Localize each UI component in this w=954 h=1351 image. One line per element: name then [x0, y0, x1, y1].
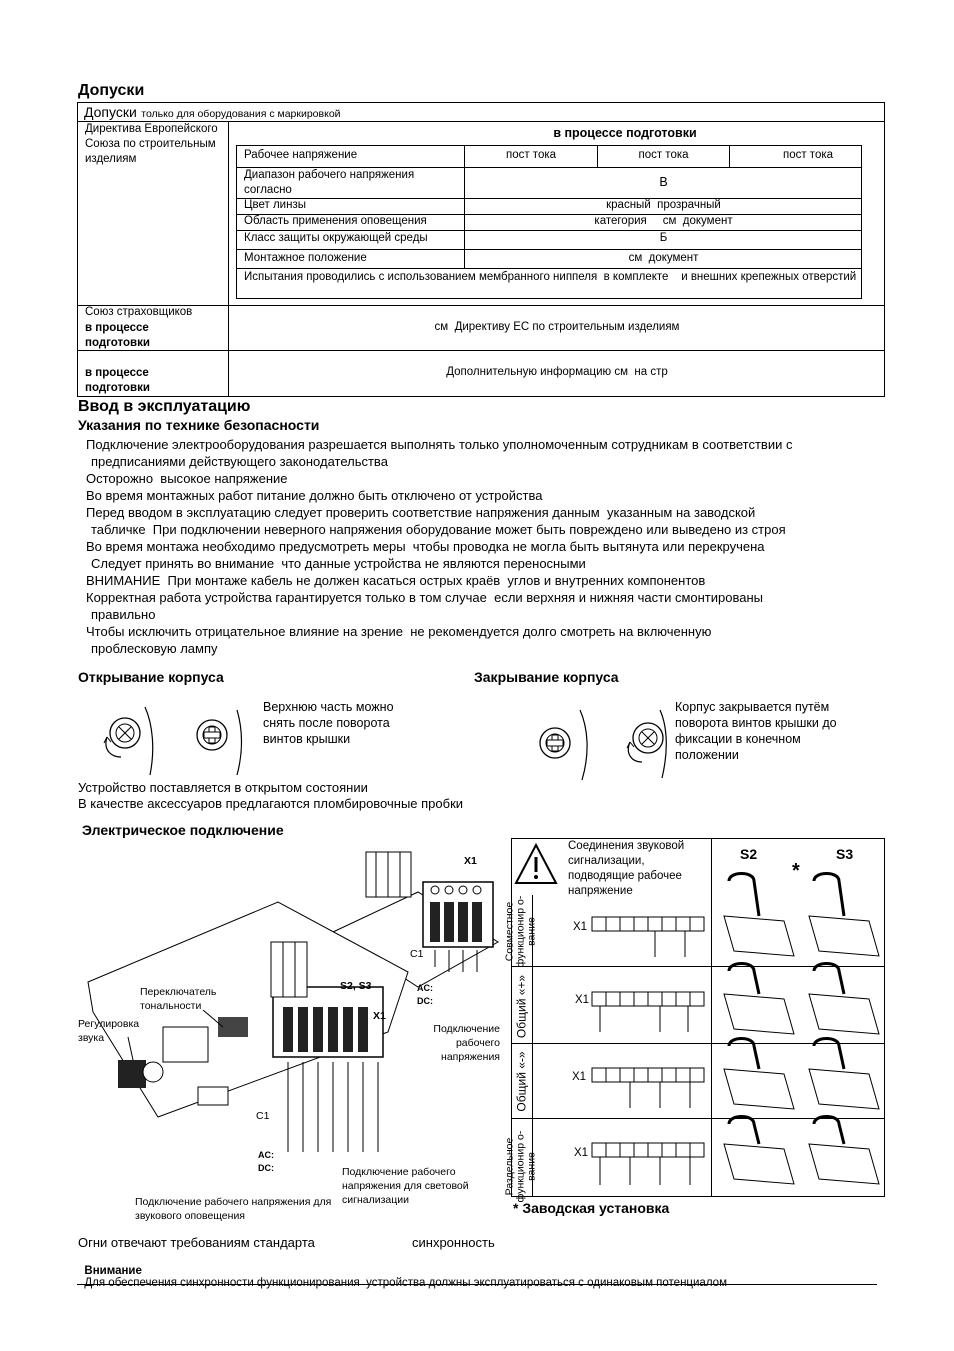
safety-heading: Указания по технике безопасности: [78, 417, 320, 433]
approvals-heading: Допуски: [78, 82, 145, 99]
insurers-label: Союз страховщиков: [85, 306, 193, 318]
x1-label-upper: X1: [464, 855, 477, 867]
safety-line: проблесковую лампу: [91, 641, 218, 656]
row-value-mounting: см документ: [628, 252, 699, 264]
safety-line: Осторожно высокое напряжение: [86, 471, 288, 486]
safety-line: Во время монтажа необходимо предусмотреть меры чтобы проводка не могла быть вытянута или перекручена: [86, 539, 765, 554]
star-mark: *: [792, 860, 800, 882]
safety-line: предписаниями действующего законодательства: [91, 454, 388, 469]
safety-line: Подключение электрооборудования разрешается выполнять только уполномоченным сотрудникам в соответствии с: [86, 437, 793, 452]
row-label-common-minus: Общий «-»: [514, 1051, 529, 1112]
tests-note: Испытания проводились с использованием мембранного ниппеля в комплекте и внешних крепежных отверстий: [244, 271, 857, 283]
row-value-area: категория см документ: [594, 215, 733, 227]
standard-text: Огни отвечают требованиям стандарта: [78, 1235, 315, 1250]
row-label-protection: Класс защиты окружающей среды: [244, 232, 428, 244]
open-text: Верхнюю часть можно снять после поворота винтов крышки: [263, 700, 394, 746]
table-header: [84, 104, 341, 122]
row-label-lens: Цвет линзы: [244, 199, 306, 211]
light-voltage-label: Подключение рабочего напряжения для световой сигнализации: [342, 1166, 469, 1206]
operating-voltage-label: Подключение рабочего напряжения: [433, 1023, 500, 1063]
dc-label-upper: DC:: [417, 996, 433, 1006]
safety-line: табличке При подключении неверного напряжения оборудование может быть повреждено или выведено из строя: [91, 522, 786, 537]
c1-label-upper: C1: [410, 948, 424, 960]
other-value: Дополнительную информацию см на стр: [446, 366, 668, 378]
safety-line: Чтобы исключить отрицательное влияние на зрение не рекомендуется долго смотреть на включенную: [86, 624, 712, 639]
x1-label-lower: X1: [373, 1010, 386, 1022]
tone-switch-label: Переключатель тональности: [140, 986, 217, 1012]
row-label-voltage: Рабочее напряжение: [244, 149, 358, 161]
row-value-voltage-2: пост тока: [638, 149, 689, 161]
safety-line: Во время монтажных работ питание должно быть отключено от устройства: [86, 488, 543, 503]
jumper-illustrations: [714, 866, 884, 1196]
safety-line: ВНИМАНИЕ При монтаже кабель не должен касаться острых краёв углов и внутренних компонентов: [86, 573, 706, 588]
safety-line: правильно: [91, 607, 156, 622]
s2-label: S2: [740, 846, 758, 862]
row-label-common-plus: Общий «+»: [514, 974, 529, 1039]
open-heading: Открывание корпуса: [78, 669, 224, 685]
electrical-heading: Электрическое подключение: [82, 822, 284, 838]
eu-directive-label: Директива Европейского Союза по строительным изделиям: [85, 123, 218, 165]
other-status: в процессе подготовки: [85, 367, 150, 394]
warn-text: Соединения звуковой сигнализации, подводящие рабочее напряжение: [568, 840, 685, 897]
status-heading: в процессе подготовки: [553, 126, 697, 140]
delivery-note: Устройство поставляется в открытом состоянии: [78, 780, 368, 795]
row-label-mounting: Монтажное положение: [244, 252, 367, 264]
attention-label: Внимание: [84, 1265, 142, 1277]
safety-line: Перед вводом в эксплуатацию следует проверить соответствие напряжения данным указанным на заводской: [86, 505, 756, 520]
insurers-value: см Директиву ЕС по строительным изделиям: [434, 321, 680, 333]
x1-row-4: X1: [574, 1147, 589, 1159]
volume-label: Регулировка звука: [78, 1018, 140, 1044]
row-label-joint: Совместное функционир о-вание: [503, 895, 538, 968]
row-value-voltage-3: пост тока: [782, 149, 834, 161]
footer-rule: [77, 1284, 877, 1285]
row-value-lens: красный прозрачный: [606, 199, 721, 211]
row-label-range: Диапазон рабочего напряжения согласно: [244, 169, 415, 196]
row-value-voltage-1: пост тока: [505, 149, 557, 161]
ac-label-lower: AC:: [258, 1150, 274, 1160]
s3-label: S3: [836, 846, 854, 862]
row-label-area: Область применения оповещения: [244, 215, 427, 227]
row-value-protection: Б: [659, 232, 668, 244]
close-housing-illustration: [530, 708, 690, 788]
accessories-note: В качестве аксессуаров предлагаются пломбировочные пробки: [78, 796, 464, 811]
s2s3-label: S2, S3: [340, 980, 372, 992]
sync-text: синхронность: [412, 1235, 495, 1250]
safety-list: [86, 436, 886, 657]
commissioning-heading: Ввод в эксплуатацию: [78, 398, 251, 415]
x1-row-3: X1: [572, 1071, 587, 1083]
attention-text: Для обеспечения синхронности функционирования устройства должны эксплуатироваться с одинаковым потенциалом: [84, 1277, 727, 1289]
c1-label-lower: C1: [256, 1110, 270, 1122]
safety-line: Следует принять во внимание что данные устройства не являются переносными: [91, 556, 586, 571]
sound-voltage-label: Подключение рабочего напряжения для звукового оповещения: [135, 1196, 332, 1222]
row-value-range: B: [659, 175, 668, 189]
safety-line: Корректная работа устройства гарантируется только в том случае если верхняя и нижняя части смонтированы: [86, 590, 763, 605]
table-header-note: только для оборудования с маркировкой: [141, 108, 341, 120]
row-label-separate: Раздельное функционир о-вание: [503, 1130, 538, 1203]
open-housing-illustration: [95, 705, 255, 780]
warning-icon: [514, 843, 558, 887]
table-header-main: Допуски: [84, 104, 137, 120]
close-text: Корпус закрывается путём поворота винтов крышки до фиксации в конечном положении: [675, 700, 837, 762]
ac-label-upper: AC:: [417, 983, 433, 993]
factory-setting: * Заводская установка: [513, 1200, 670, 1216]
x1-row-1: X1: [573, 921, 588, 933]
dc-label-lower: DC:: [258, 1163, 274, 1173]
close-heading: Закрывание корпуса: [474, 669, 619, 685]
x1-row-2: X1: [575, 994, 590, 1006]
insurers-status: в процессе подготовки: [85, 322, 150, 349]
